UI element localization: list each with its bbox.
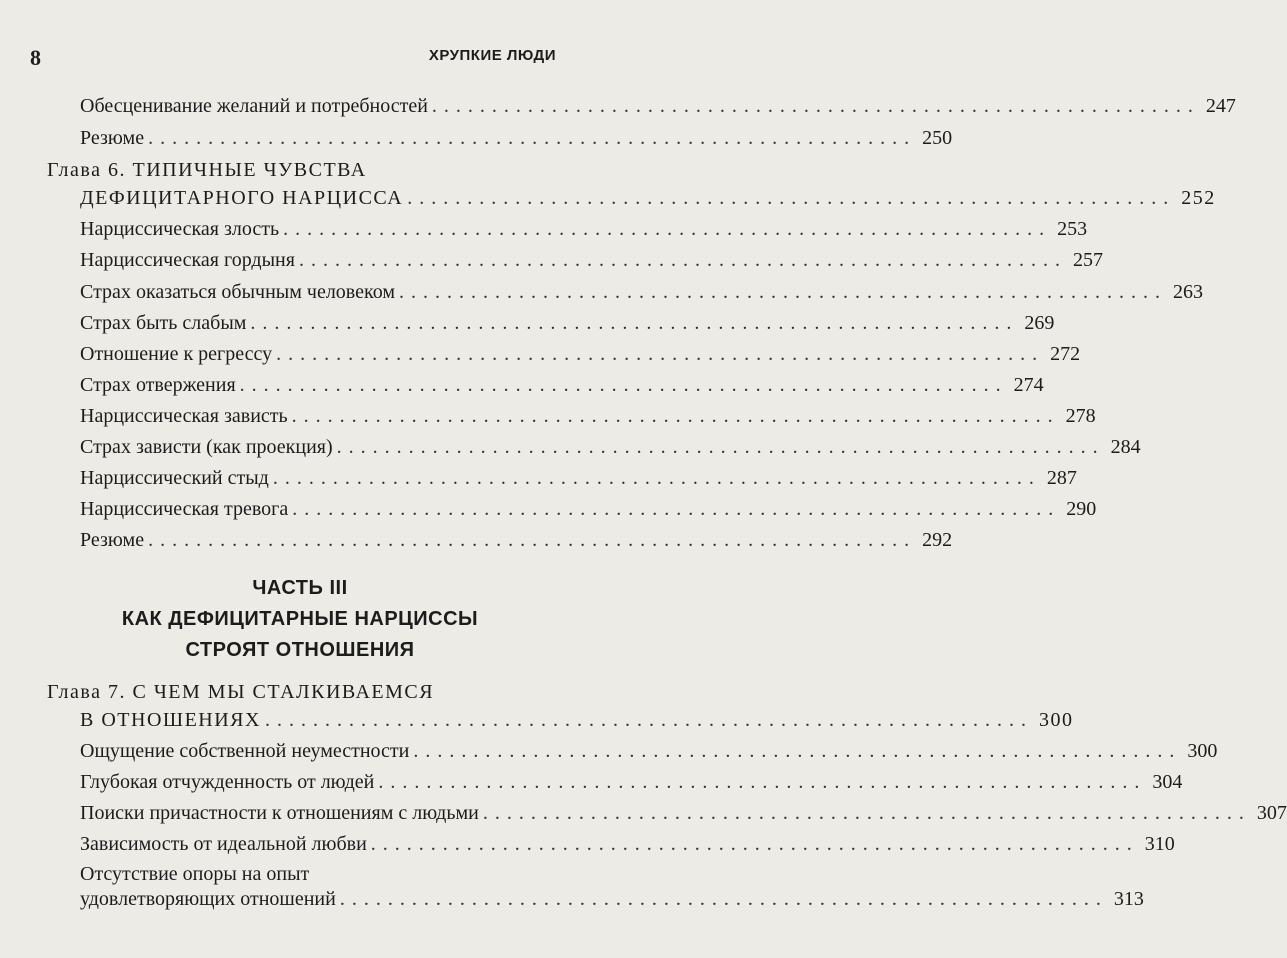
dot-leader: ................................................................ bbox=[399, 281, 1167, 303]
dot-leader: ................................................................ bbox=[431, 95, 1200, 117]
toc-entry bbox=[80, 528, 953, 552]
toc-entry bbox=[80, 217, 1088, 241]
toc-entry-title: Нарциссическая зависть bbox=[80, 405, 288, 427]
chapter-6-title-line2 bbox=[80, 186, 1216, 210]
toc-entry bbox=[80, 887, 1144, 911]
toc-entry-title: Страх зависти (как проекция) bbox=[80, 436, 333, 458]
toc-entry bbox=[80, 342, 1081, 366]
toc-entry-title: Страх быть слабым bbox=[80, 312, 247, 334]
toc-entry bbox=[80, 126, 953, 150]
dot-leader: ................................................................ bbox=[292, 498, 1061, 520]
dot-leader: ................................................................ bbox=[283, 218, 1052, 240]
part-3-title-line1: КАК ДЕФИЦИТАРНЫЕ НАРЦИССЫ bbox=[121, 608, 479, 630]
toc-entry bbox=[80, 435, 1141, 459]
toc-entry-title: Ощущение собственной неуместности bbox=[80, 740, 410, 762]
toc-entry bbox=[80, 466, 1077, 490]
dot-leader: ................................................................ bbox=[148, 127, 917, 149]
part-3-title-line2: СТРОЯТ ОТНОШЕНИЯ bbox=[185, 639, 415, 661]
toc-entry bbox=[80, 280, 1203, 304]
dot-leader: ................................................................ bbox=[298, 249, 1067, 271]
chapter-7-title: Глава 7. С ЧЕМ МЫ СТАЛКИВАЕМСЯ bbox=[47, 681, 435, 703]
running-title: ХРУПКИЕ ЛЮДИ bbox=[428, 47, 556, 64]
dot-leader: ................................................................ bbox=[272, 467, 1041, 489]
toc-entry-title-cont: удовлетворяющих отношений bbox=[80, 888, 336, 910]
toc-entry-page: 253 bbox=[1057, 218, 1088, 240]
dot-leader: ................................................................ bbox=[370, 833, 1139, 855]
toc-entry-page: 274 bbox=[1013, 374, 1044, 396]
toc-entry bbox=[80, 311, 1055, 335]
toc-entry-title: Резюме bbox=[80, 127, 145, 149]
chapter-7-page: 300 bbox=[1038, 709, 1074, 731]
part-3-label: ЧАСТЬ III bbox=[252, 577, 348, 599]
toc-entry bbox=[80, 248, 1103, 272]
toc-entry-title: Обесценивание желаний и потребностей bbox=[80, 95, 428, 117]
toc-entry-title: Резюме bbox=[80, 529, 145, 551]
toc-entry bbox=[80, 832, 1175, 856]
chapter-6-title: Глава 6. ТИПИЧНЫЕ ЧУВСТВА bbox=[47, 159, 367, 181]
dot-leader: ................................................................ bbox=[336, 436, 1105, 458]
toc-entry-page: 292 bbox=[922, 529, 953, 551]
toc-entry-page: 290 bbox=[1066, 498, 1097, 520]
toc-entry-page: 263 bbox=[1173, 281, 1203, 303]
toc-entry bbox=[80, 373, 1044, 397]
toc-entry-page: 307 bbox=[1256, 802, 1287, 824]
dot-leader: ................................................................ bbox=[264, 709, 1033, 731]
toc-entry bbox=[80, 770, 1183, 794]
toc-entry-title: Страх отвержения bbox=[80, 374, 236, 396]
dot-leader: ................................................................ bbox=[276, 343, 1045, 365]
dot-leader: ................................................................ bbox=[239, 374, 1008, 396]
chapter-6-title-line1 bbox=[47, 158, 556, 182]
toc-entry-title: Зависимость от идеальной любви bbox=[80, 833, 367, 855]
dot-leader: ................................................................ bbox=[339, 888, 1108, 910]
toc-entry-title: Нарциссическая тревога bbox=[80, 498, 289, 520]
toc-entry bbox=[80, 801, 1287, 825]
chapter-7-subtitle: В ОТНОШЕНИЯХ bbox=[80, 709, 261, 731]
toc-entry-page: 278 bbox=[1065, 405, 1096, 427]
toc-entry-title: Глубокая отчужденность от людей bbox=[80, 771, 375, 793]
toc-entry-page: 269 bbox=[1024, 312, 1055, 334]
toc-entry-page: 284 bbox=[1110, 436, 1141, 458]
dot-leader: ................................................................ bbox=[407, 187, 1176, 209]
toc-entry-page: 250 bbox=[922, 127, 953, 149]
toc-entry-title: Нарциссический стыд bbox=[80, 467, 269, 489]
dot-leader: ................................................................ bbox=[378, 771, 1147, 793]
toc-entry-page: 310 bbox=[1144, 833, 1175, 855]
toc-entry-page: 272 bbox=[1050, 343, 1081, 365]
toc-entry-page: 300 bbox=[1187, 740, 1218, 762]
dot-leader: ................................................................ bbox=[291, 405, 1060, 427]
toc-entry bbox=[80, 497, 1097, 521]
toc-entry bbox=[80, 739, 1218, 763]
toc-entry-page: 247 bbox=[1205, 95, 1236, 117]
dot-leader: ................................................................ bbox=[482, 802, 1251, 824]
chapter-6-subtitle: ДЕФИЦИТАРНОГО НАРЦИССА bbox=[80, 187, 404, 209]
dot-leader: ................................................................ bbox=[413, 740, 1182, 762]
chapter-7-title-line2 bbox=[80, 708, 1074, 732]
toc-entry-title: Нарциссическая злость bbox=[80, 218, 280, 240]
toc-entry-title: Поиски причастности к отношениям с людьми bbox=[80, 802, 479, 824]
dot-leader: ................................................................ bbox=[148, 529, 917, 551]
toc-entry-title: Отношение к регрессу bbox=[80, 343, 273, 365]
toc-entry-line1 bbox=[80, 862, 556, 886]
toc-entry-title: Нарциссическая гордыня bbox=[80, 249, 295, 271]
toc-entry-page: 313 bbox=[1113, 888, 1144, 910]
chapter-7-title-line1 bbox=[47, 680, 556, 704]
toc-entry bbox=[80, 404, 1096, 428]
dot-leader: ................................................................ bbox=[250, 312, 1019, 334]
toc-entry bbox=[80, 94, 1236, 118]
toc-entry-page: 304 bbox=[1152, 771, 1183, 793]
chapter-6-page: 252 bbox=[1181, 187, 1216, 209]
toc-entry-page: 257 bbox=[1072, 249, 1103, 271]
toc-entry-page: 287 bbox=[1046, 467, 1077, 489]
page-number: 8 bbox=[30, 45, 41, 70]
toc-entry-title: Страх оказаться обычным человеком bbox=[80, 281, 395, 303]
toc-entry-title: Отсутствие опоры на опыт bbox=[80, 863, 310, 885]
